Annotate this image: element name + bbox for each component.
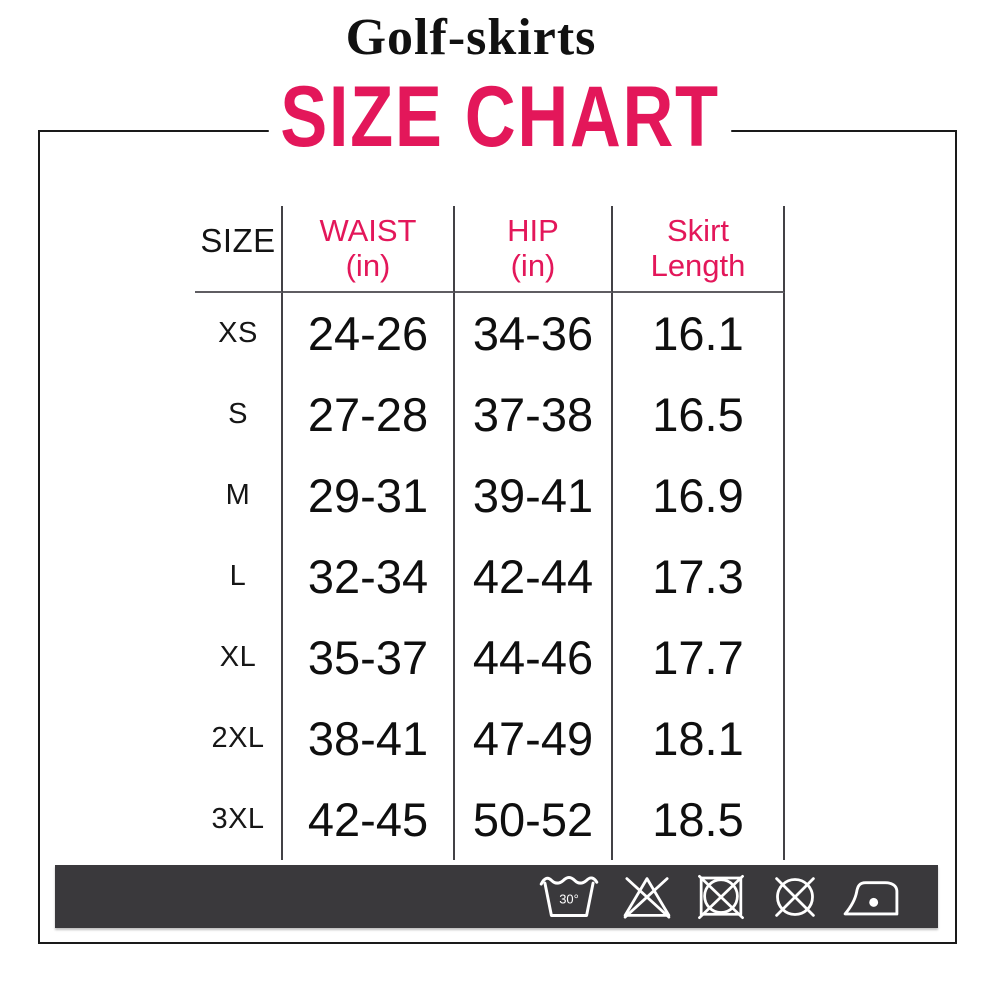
iron-low-heat-icon — [840, 872, 902, 922]
cell-waist: 38-41 — [283, 698, 455, 779]
page-title: SIZE CHART — [269, 72, 731, 162]
header-waist — [283, 206, 455, 293]
cell-waist: 32-34 — [283, 536, 455, 617]
brand-title: Golf-skirts — [345, 9, 597, 66]
cell-skirt-length: 16.5 — [613, 374, 785, 455]
cell-waist: 35-37 — [283, 617, 455, 698]
header-hip — [455, 206, 613, 293]
cell-hip: 39-41 — [455, 455, 613, 536]
cell-hip: 50-52 — [455, 779, 613, 860]
cell-skirt-length: 16.1 — [613, 293, 785, 374]
cell-waist: 24-26 — [283, 293, 455, 374]
page-title-wrap — [0, 69, 1000, 165]
cell-skirt-length: 18.5 — [613, 779, 785, 860]
header-hip-unit: (in) — [510, 247, 556, 283]
cell-size: L — [195, 536, 283, 617]
cell-size: XL — [195, 617, 283, 698]
header-skirt-length — [613, 206, 785, 293]
cell-size: 3XL — [195, 779, 283, 860]
cell-size: 2XL — [195, 698, 283, 779]
cell-waist: 42-45 — [283, 779, 455, 860]
care-instructions-bar — [55, 865, 938, 928]
svg-text:30°: 30° — [559, 890, 579, 906]
header-size — [195, 206, 283, 293]
cell-waist: 27-28 — [283, 374, 455, 455]
cell-skirt-length: 17.3 — [613, 536, 785, 617]
size-table — [195, 206, 785, 860]
header-size-label: SIZE — [200, 222, 276, 260]
cell-size: XS — [195, 293, 283, 374]
machine-wash-30-icon — [536, 872, 602, 922]
cell-hip: 44-46 — [455, 617, 613, 698]
header-length-label: Length — [650, 247, 746, 283]
header-waist-label: WAIST — [319, 212, 417, 248]
cell-waist: 29-31 — [283, 455, 455, 536]
cell-size: S — [195, 374, 283, 455]
cell-hip: 37-38 — [455, 374, 613, 455]
header-skirt-label: Skirt — [667, 212, 729, 248]
cell-skirt-length: 16.9 — [613, 455, 785, 536]
cell-skirt-length: 17.7 — [613, 617, 785, 698]
header-hip-label: HIP — [507, 212, 559, 248]
cell-skirt-length: 18.1 — [613, 698, 785, 779]
do-not-bleach-icon — [619, 872, 675, 922]
cell-hip: 34-36 — [455, 293, 613, 374]
do-not-dry-clean-icon — [767, 872, 823, 922]
care-icons — [536, 872, 902, 922]
cell-size: M — [195, 455, 283, 536]
header-waist-unit: (in) — [345, 247, 391, 283]
do-not-tumble-dry-icon — [692, 872, 750, 922]
cell-hip: 47-49 — [455, 698, 613, 779]
cell-hip: 42-44 — [455, 536, 613, 617]
